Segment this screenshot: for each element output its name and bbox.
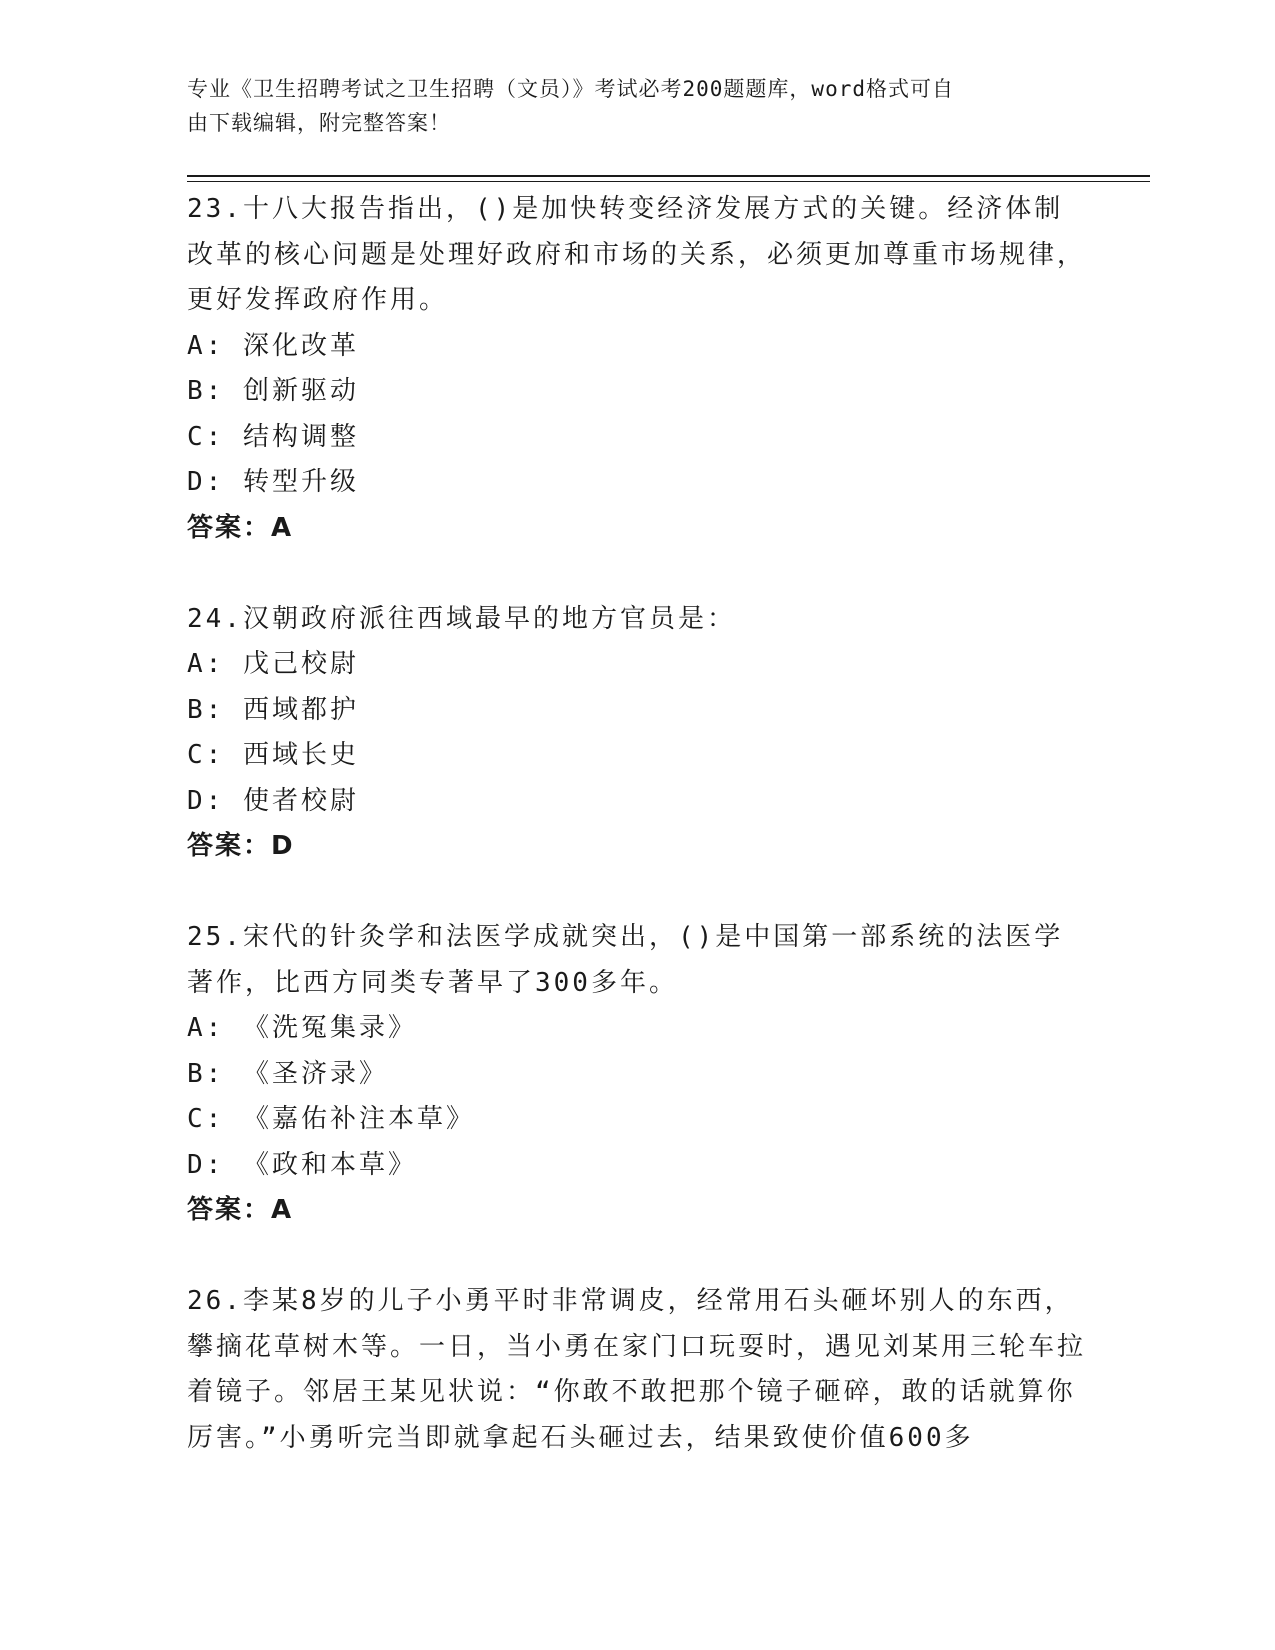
question-list — [187, 187, 1087, 1461]
option-b: B: 西域都护 — [187, 694, 359, 725]
option-c: C: 《嘉佑补注本草》 — [187, 1104, 475, 1134]
question-text: 24.汉朝政府派往西域最早的地方官员是： — [187, 603, 736, 634]
option-c: C: 结构调整 — [187, 421, 359, 452]
option-c: C: 西域长史 — [187, 740, 359, 770]
option-d: D: 转型升级 — [187, 467, 359, 497]
option-b: B: 《圣济录》 — [187, 1058, 388, 1089]
option-b: B: 创新驱动 — [187, 376, 359, 406]
header-line-1: 专业《卫生招聘考试之卫生招聘（文员）》考试必考200题题库，word格式可自 — [187, 77, 954, 101]
question-text: 26.李某8岁的儿子小勇平时非常调皮，经常用石头砸坏别人的东西，攀摘花草树木等。一日，当小勇在家门口玩耍时，遇见刘某用三轮车拉着镜子。邻居王某见状说：“你敢不敢把那个镜子砸碎，敢的话就算你厉害。”小勇听完当即就拿起石头砸过去，结果致使价值600多 — [187, 1286, 1087, 1453]
question-text: 25.宋代的针灸学和法医学成就突出，()是中国第一部系统的法医学著作，比西方同类专著早了300多年。 — [187, 922, 1064, 998]
header-rule-thick — [187, 175, 1150, 177]
question-spacer — [187, 870, 1087, 916]
header-rule-thin — [187, 181, 1150, 182]
header-line-2: 由下载编辑，附完整答案！ — [187, 111, 451, 135]
option-a: A: 《洗冤集录》 — [187, 1013, 417, 1043]
question-text: 23.十八大报告指出，()是加快转变经济发展方式的关键。经济体制改革的核心问题是处理好政府和市场的关系，必须更加尊重市场规律，更好发挥政府作用。 — [187, 194, 1087, 315]
answer-line: 答案：A — [187, 1195, 294, 1225]
option-d: D: 使者校尉 — [187, 785, 359, 816]
question-spacer — [187, 1234, 1087, 1280]
option-d: D: 《政和本草》 — [187, 1149, 417, 1180]
question-25 — [187, 915, 1087, 1234]
question-spacer — [187, 551, 1087, 597]
answer-line: 答案：A — [187, 512, 294, 543]
question-23 — [187, 187, 1087, 551]
question-24 — [187, 597, 1087, 870]
option-a: A: 戊己校尉 — [187, 649, 359, 679]
document-header — [187, 72, 1067, 140]
option-a: A: 深化改革 — [187, 330, 359, 361]
question-26 — [187, 1279, 1087, 1461]
answer-line: 答案：D — [187, 831, 295, 861]
